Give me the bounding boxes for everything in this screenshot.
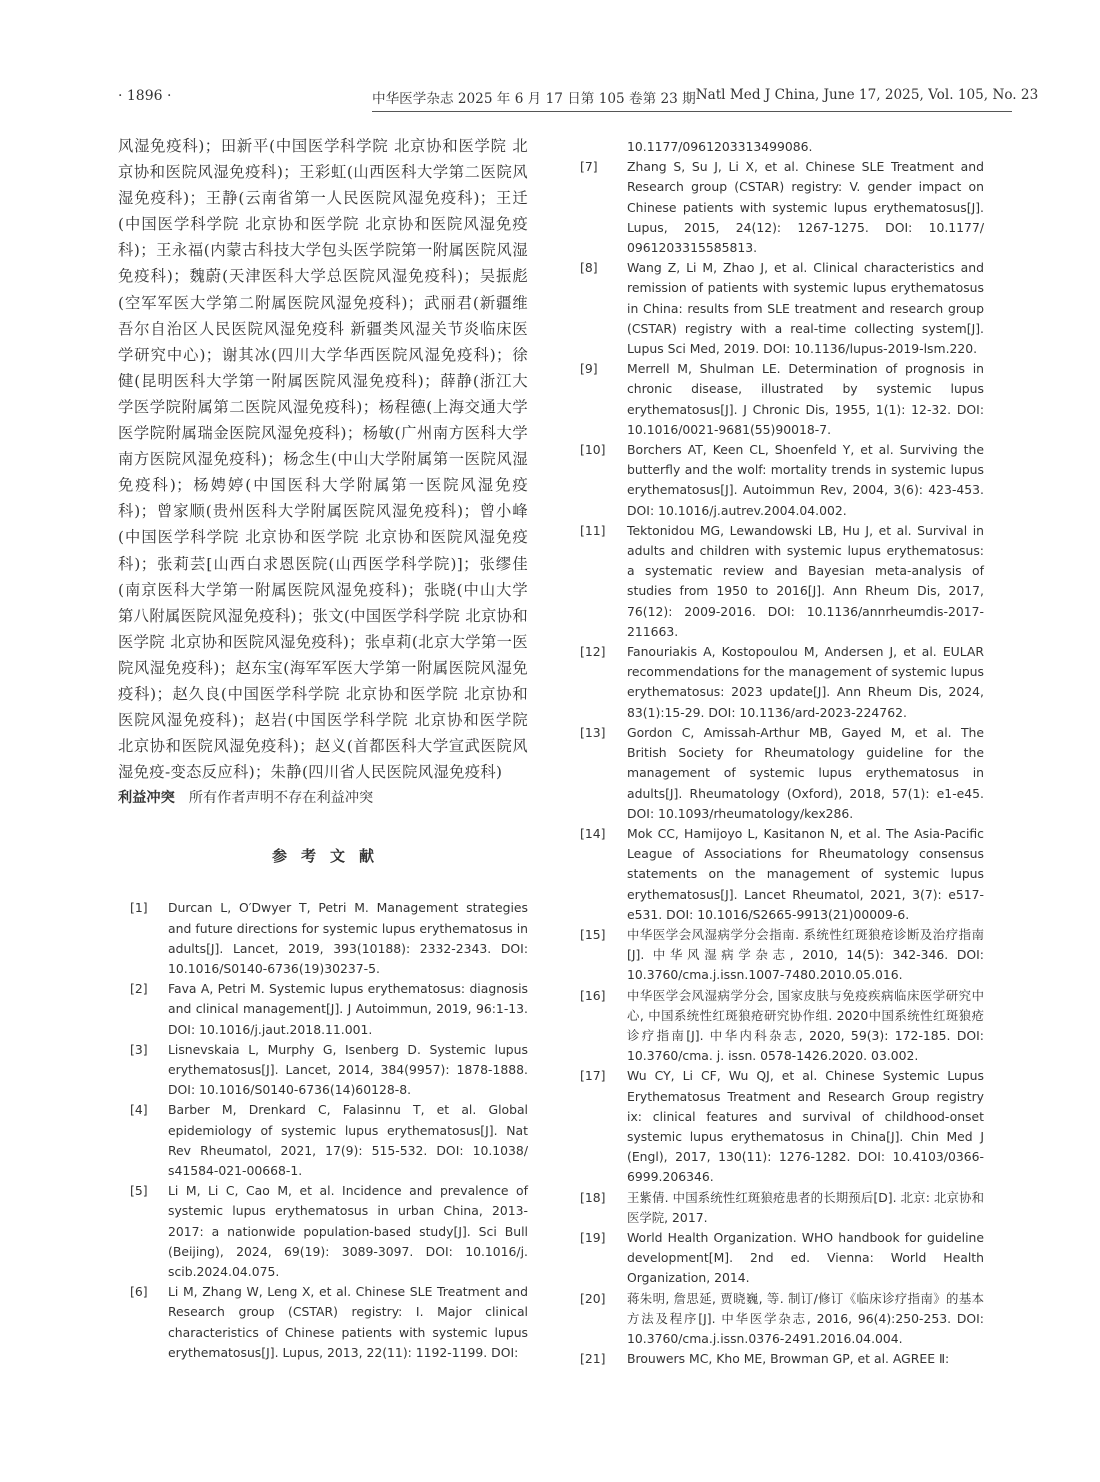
reference-number: [16]	[580, 987, 606, 1003]
reference-text: Brouwers MC, Kho ME, Browman GP, et al. AGREE Ⅱ:	[627, 1351, 950, 1367]
reference-text: Wang Z, Li M, Zhao J, et al. Clinical characteristics and remission of patients with systemic lupus erythematosus in China: results from SLE treatment and research group (CSTAR) registry with a real-time collecting system[J]. Lupus Sci Med, 2019. DOI: 10.1136/lupus-2019-lsm.220.	[627, 260, 984, 357]
reference-item	[118, 1282, 528, 1363]
reference-continuation: 10.1177/0961203313499086.	[627, 139, 813, 154]
reference-number: [9]	[580, 361, 598, 377]
references-heading: 参考文献	[271, 847, 388, 866]
reference-text: Li M, Li C, Cao M, et al. Incidence and prevalence of systemic lupus erythematosus in urban China, 2013-2017: a nationwide population-based study[J]. Sci Bull (Beijing), 2024, 69(19): 3089-3097. DOI: 10.1016/j. scib.2024.04.075.	[168, 1183, 528, 1279]
reference-item	[580, 925, 984, 986]
reference-item	[580, 986, 984, 1067]
reference-number: [10]	[580, 442, 606, 458]
reference-item	[580, 824, 984, 925]
reference-text: Fanouriakis A, Kostopoulou M, Andersen J, et al. EULAR recommendations for the management of systemic lupus erythematosus: 2023 update[J]. Ann Rheum Dis, 2024, 83(1):15-29. DOI: 10.1136/ard-2023-224762.	[627, 644, 984, 720]
reference-number: [6]	[130, 1284, 148, 1300]
reference-text: World Health Organization. WHO handbook for guideline development[M]. 2nd ed. Vienna: World Health Organization, 2014.	[627, 1229, 984, 1286]
reference-item	[580, 1228, 984, 1289]
reference-item	[118, 1040, 528, 1101]
reference-text: 中华医学会风湿病学分会, 国家皮肤与免疫疾病临床医学研究中心, 中国系统性红斑狼疮研究协作组. 2020中国系统性红斑狼疮诊疗指南[J]. 中华内科杂志, 2020, 59(3): 172-185. DOI: 10.3760/cma. j. issn. 0578-1426.2020. 03.002.	[627, 987, 984, 1064]
reference-text: 蒋朱明, 詹思延, 贾晓巍, 等. 制订/修订《临床诊疗指南》的基本方法及程序[J]. 中华医学杂志, 2016, 96(4):250-253. DOI: 10.3760/cma.j.issn.0376-2491.2016.04.004.	[627, 1290, 984, 1346]
author-affiliations: 风湿免疫科)；田新平(中国医学科学院 北京协和医学院 北京协和医院风湿免疫科)；王彩虹(山西医科大学第二医院风湿免疫科)；王静(云南省第一人民医院风湿免疫科)；王迁(中国医学科学院 北京协和医学院 北京协和医院风湿免疫科)；王永福(内蒙古科技大学包头医学院第一附属医院风湿免疫科)；魏蔚(天津医科大学总医院风湿免疫科)；吴振彪(空军军医大学第二附属医院风湿免疫科)；武丽君(新疆维吾尔自治区人民医院风湿免疫科 新疆类风湿关节炎临床医学研究中心)；谢其冰(四川大学华西医院风湿免疫科)；徐健(昆明医科大学第一附属医院风湿免疫科)；薛静(浙江大学医学院附属第二医院风湿免疫科)；杨程德(上海交通大学医学院附属瑞金医院风湿免疫科)；杨敏(广州南方医科大学南方医院风湿免疫科)；杨念生(中山大学附属第一医院风湿免疫科)；杨娉婷(中国医科大学附属第一医院风湿免疫科)；曾家顺(贵州医科大学附属医院风湿免疫科)；曾小峰(中国医学科学院 北京协和医学院 北京协和医院风湿免疫科)；张莉芸[山西白求恩医院(山西医学科学院)]；张缪佳(南京医科大学第一附属医院风湿免疫科)；张晓(中山大学第八附属医院风湿免疫科)；张文(中国医学科学院 北京协和医学院 北京协和医院风湿免疫科)；张卓莉(北京大学第一医院风湿免疫科)；赵东宝(海军军医大学第一附属医院风湿免疫科)；赵久良(中国医学科学院 北京协和医学院 北京协和医院风湿免疫科)；赵岩(中国医学科学院 北京协和医学院 北京协和医院风湿免疫科)；赵义(首都医科大学宣武医院风湿免疫-变态反应科)；朱静(四川省人民医院风湿免疫科)	[118, 137, 528, 782]
reference-number: [20]	[580, 1290, 606, 1306]
right-column	[580, 137, 984, 1369]
reference-number: [15]	[580, 926, 606, 942]
conflict-text: 所有作者声明不存在利益冲突	[188, 790, 374, 807]
reference-text: Barber M, Drenkard C, Falasinnu T, et al. Global epidemiology of systemic lupus erythematosus[J]. Nat Rev Rheumatol, 2021, 17(9): 515-532. DOI: 10.1038/ s41584-021-00668-1.	[168, 1102, 528, 1178]
reference-item	[580, 521, 984, 642]
reference-item	[580, 1066, 984, 1187]
reference-item	[580, 723, 984, 824]
reference-number: [18]	[580, 1189, 606, 1205]
reference-number: [3]	[130, 1041, 148, 1057]
reference-text: Li M, Zhang W, Leng X, et al. Chinese SLE Treatment and Research group (CSTAR) registry: I. Major clinical characteristics of Chinese patients with systemic lupus erythematosus[J]. Lupus, 2013, 22(11): 1192-1199. DOI:	[168, 1284, 528, 1360]
reference-item	[580, 440, 984, 521]
reference-text: Wu CY, Li CF, Wu QJ, et al. Chinese Systemic Lupus Erythematosus Treatment and Research Group registry ix: clinical features and survival of childhood-onset systemic lupus erythematosus in China[J]. Chin Med J (Engl), 2017, 130(11): 1276-1282. DOI: 10.4103/0366-6999.206346.	[627, 1068, 984, 1185]
conflict-label: 利益冲突	[118, 790, 175, 807]
reference-number: [19]	[580, 1229, 606, 1245]
reference-text: Mok CC, Hamijoyo L, Kasitanon N, et al. The Asia-Pacific League of Associations for Rheumatology consensus statements on the management of systemic lupus erythematosus[J]. Lancet Rheumatol, 2021, 3(7): e517-e531. DOI: 10.1016/S2665-9913(21)00009-6.	[627, 825, 984, 922]
reference-item	[580, 157, 984, 258]
reference-number: [4]	[130, 1102, 148, 1118]
reference-item	[580, 642, 984, 723]
reference-number: [5]	[130, 1183, 148, 1199]
journal-title-cn: 中华医学杂志 2025 年 6 月 17 日第 105 卷第 23 期	[372, 91, 696, 107]
reference-number: [21]	[580, 1351, 606, 1367]
reference-text: 中华医学会风湿病学分会指南. 系统性红斑狼疮诊断及治疗指南[J]. 中华风湿病学杂志, 2010, 14(5): 342-346. DOI: 10.3760/cma.j.issn.1007-7480.2010.05.016.	[627, 926, 984, 983]
reference-text: 王紫倩. 中国系统性红斑狼疮患者的长期预后[D]. 北京: 北京协和医学院, 2017.	[627, 1189, 984, 1225]
reference-item	[580, 1188, 984, 1228]
reference-item	[580, 258, 984, 359]
reference-text: Tektonidou MG, Lewandowski LB, Hu J, et al. Survival in adults and children with systemic lupus erythematosus: a systematic review and Bayesian meta-analysis of studies from 1950 to 2016[J]. Ann Rheum Dis, 2017, 76(12): 2009-2016. DOI: 10.1136/annrheumdis-2017-211663.	[627, 522, 984, 639]
reference-number: [12]	[580, 644, 606, 660]
journal-title-en: Natl Med J China, June 17, 2025, Vol. 105, No. 23	[695, 87, 1039, 103]
reference-number: [8]	[580, 260, 598, 276]
reference-item	[580, 1349, 984, 1369]
page-number: · 1896 ·	[118, 88, 172, 104]
reference-text: Fava A, Petri M. Systemic lupus erythematosus: diagnosis and clinical management[J]. J Autoimmun, 2019, 96:1-13. DOI: 10.1016/j.jaut.2018.11.001.	[168, 981, 528, 1037]
reference-item	[118, 1181, 528, 1282]
reference-text: Durcan L, O′Dwyer T, Petri M. Management strategies and future directions for systemic lupus erythematosus in adults[J]. Lancet, 2019, 393(10188): 2332-2343. DOI: 10.1016/S0140-6736(19)30237-5.	[168, 900, 528, 976]
reference-number: [11]	[580, 522, 606, 538]
reference-text: Merrell M, Shulman LE. Determination of prognosis in chronic disease, illustrated by systemic lupus erythematosus[J]. J Chronic Dis, 1955, 1(1): 12-32. DOI: 10.1016/0021-9681(55)90018-7.	[627, 361, 984, 437]
reference-item	[118, 898, 528, 979]
reference-text: Lisnevskaia L, Murphy G, Isenberg D. Systemic lupus erythematosus[J]. Lancet, 2014, 384(9957): 1878-1888. DOI: 10.1016/S0140-6736(14)60128-8.	[168, 1041, 528, 1098]
reference-number: [14]	[580, 825, 606, 841]
reference-item	[580, 1289, 984, 1350]
running-header	[372, 87, 1039, 112]
reference-number: [7]	[580, 159, 598, 175]
reference-number: [17]	[580, 1068, 606, 1084]
reference-text: Borchers AT, Keen CL, Shoenfeld Y, et al. Surviving the butterfly and the wolf: mortality trends in systemic lupus erythematosus[J]. Autoimmun Rev, 2004, 3(6): 423-453. DOI: 10.1016/j.autrev.2004.04.002.	[627, 442, 984, 518]
reference-item	[580, 359, 984, 440]
left-column	[118, 133, 528, 1363]
reference-number: [13]	[580, 724, 606, 740]
conflict-of-interest	[118, 785, 528, 811]
reference-text: Gordon C, Amissah-Arthur MB, Gayed M, et al. The British Society for Rheumatology guideline for the management of systemic lupus erythematosus in adults[J]. Rheumatology (Oxford), 2018, 57(1): e1-e45. DOI: 10.1093/rheumatology/kex286.	[627, 724, 984, 821]
reference-list-left	[118, 898, 528, 1363]
reference-item	[118, 1100, 528, 1181]
reference-list-right	[580, 157, 984, 1369]
reference-text: Zhang S, Su J, Li X, et al. Chinese SLE Treatment and Research group (CSTAR) registry: V. gender impact on Chinese patients with systemic lupus erythematosus[J]. Lupus, 2015, 24(12): 1267-1275. DOI: 10.1177/ 0961203315585813.	[627, 159, 984, 256]
reference-item	[118, 979, 528, 1040]
reference-number: [2]	[130, 981, 148, 997]
reference-number: [1]	[130, 900, 148, 916]
